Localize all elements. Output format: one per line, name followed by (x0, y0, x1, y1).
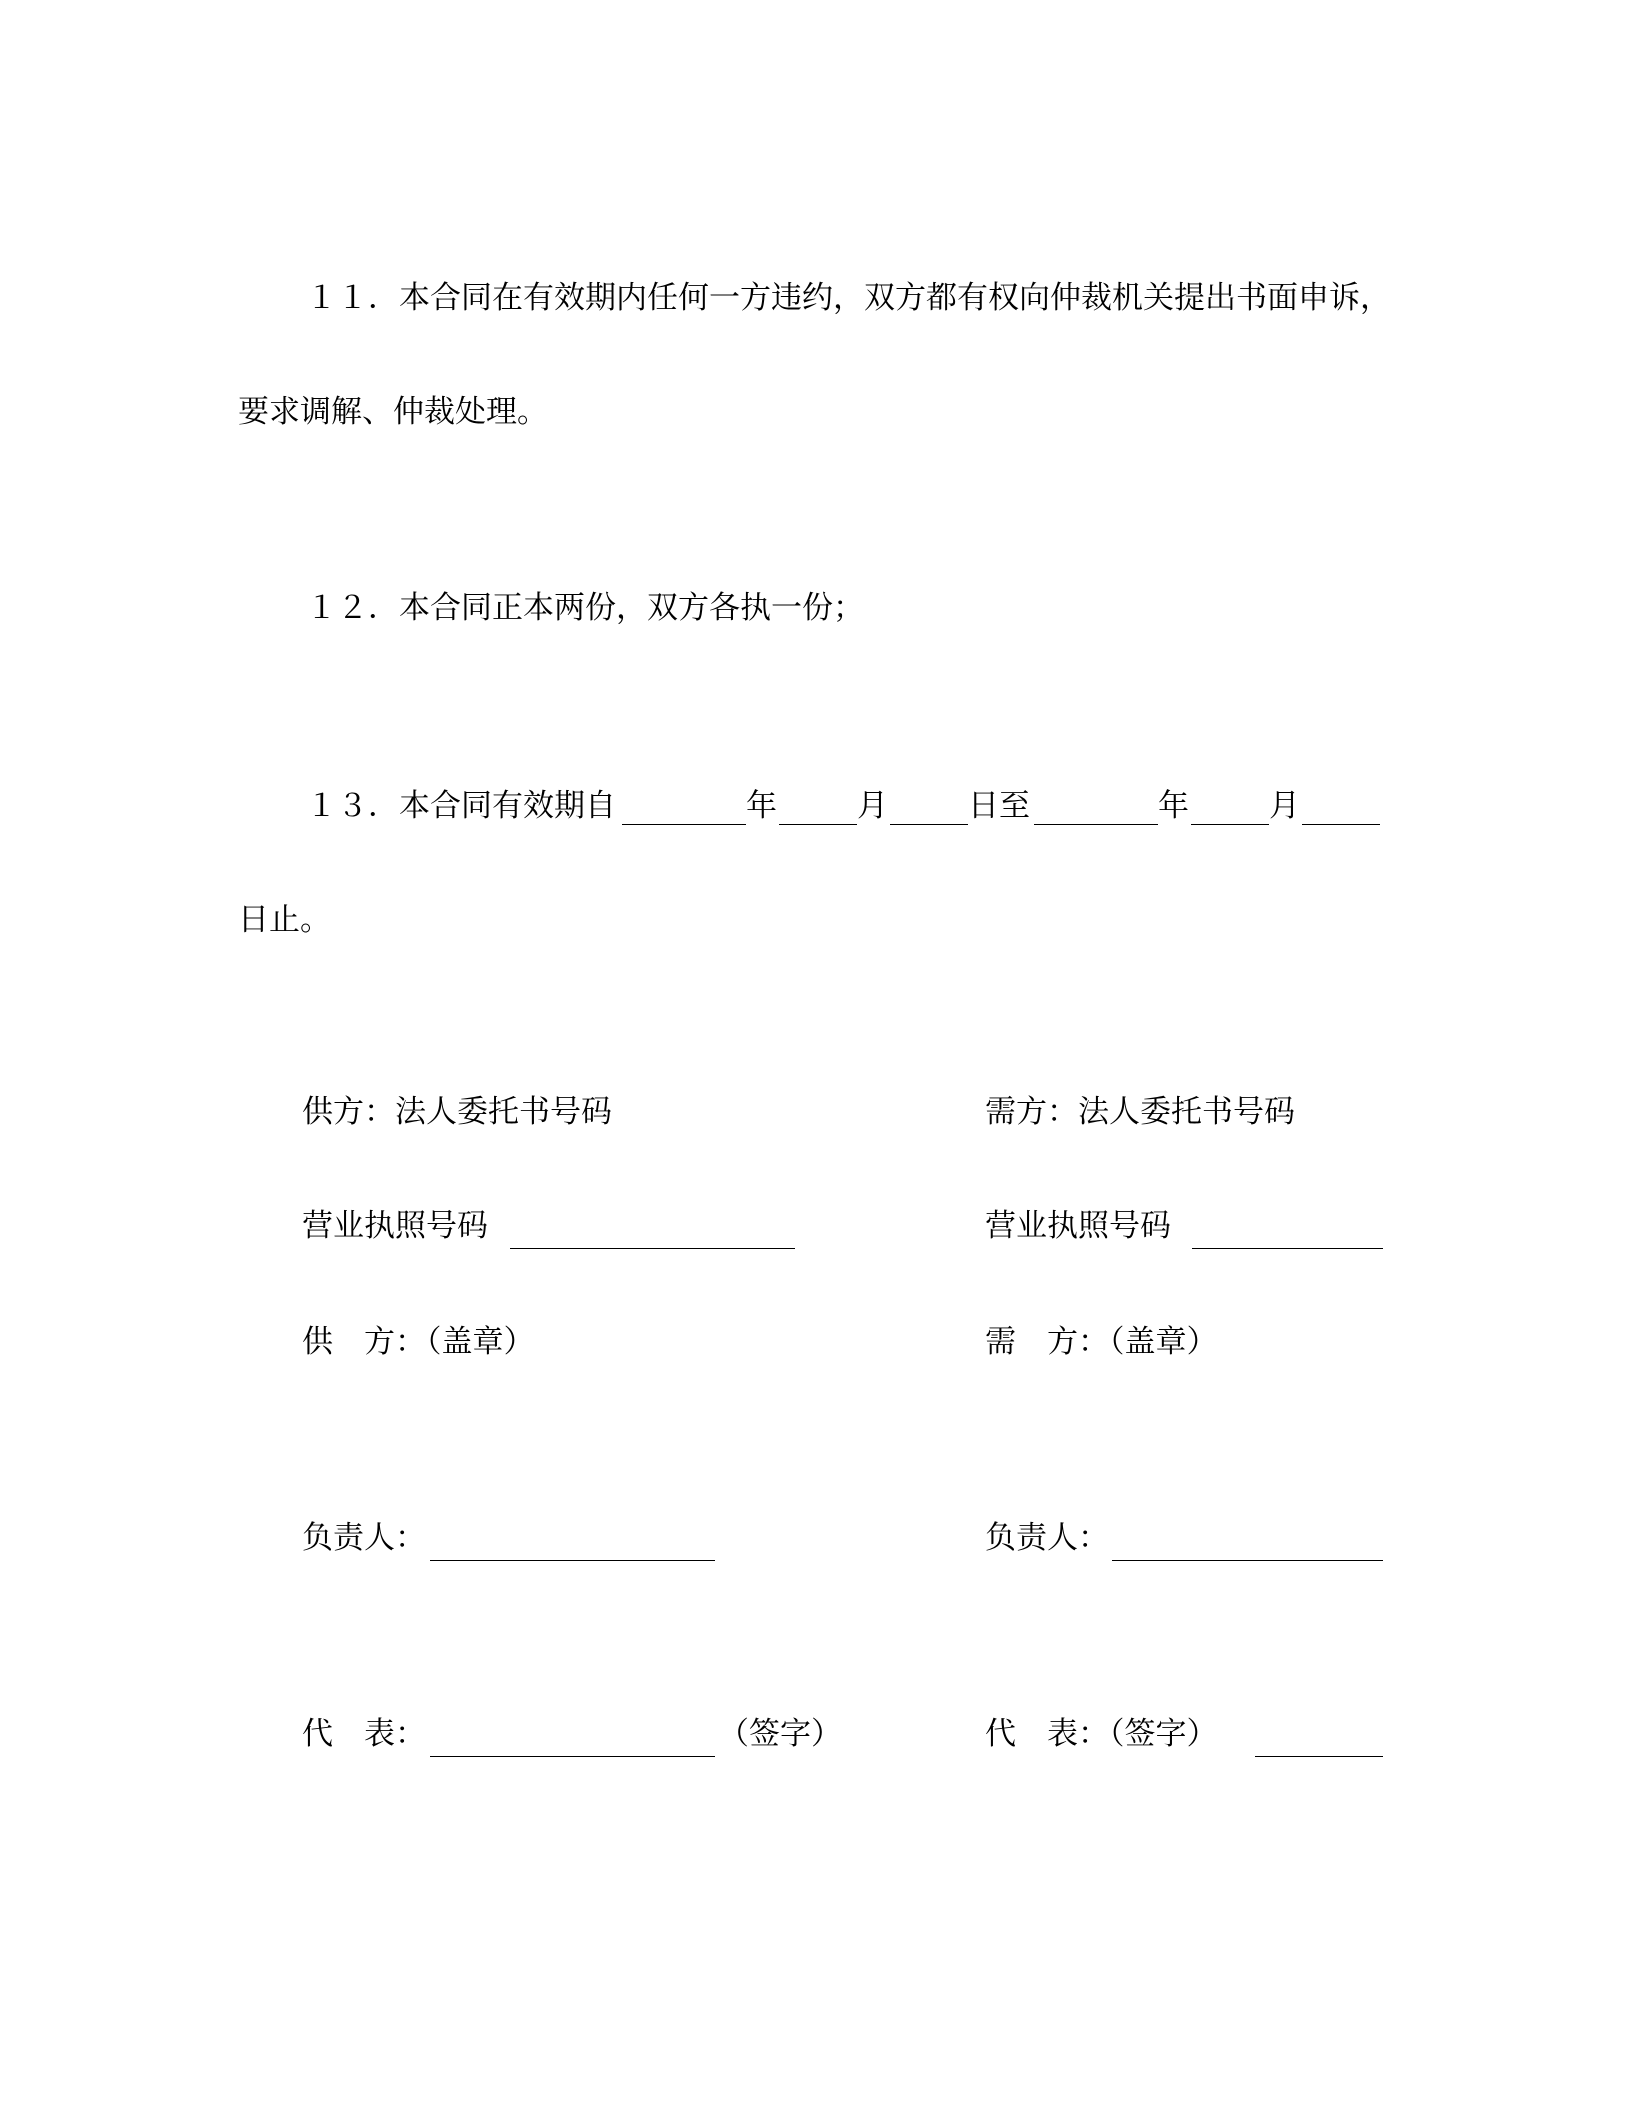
buyer-seal-label: 需 方：（盖章） (985, 1324, 1218, 1360)
supplier-license-label: 营业执照号码 (302, 1208, 488, 1244)
start-year-blank[interactable] (622, 824, 746, 825)
buyer-principal-label: 负责人： (985, 1520, 1109, 1556)
supplier-principal-label: 负责人： (302, 1520, 426, 1556)
clause-11-line-1: １１．本合同在有效期内任何一方违约，双方都有权向仲裁机关提出书面申诉， (306, 280, 1391, 316)
month-label: 月 (857, 788, 888, 824)
supplier-seal-label: 供 方：（盖章） (302, 1324, 535, 1360)
buyer-rep-blank[interactable] (1255, 1756, 1383, 1757)
clause-13-end: 日止。 (238, 902, 331, 938)
end-month-blank[interactable] (1191, 824, 1269, 825)
year-label-2: 年 (1158, 788, 1189, 824)
buyer-license-blank[interactable] (1192, 1248, 1383, 1249)
buyer-rep-label: 代 表：（签字） (985, 1716, 1218, 1752)
clause-12: １２．本合同正本两份，双方各执一份； (306, 590, 864, 626)
end-year-blank[interactable] (1034, 824, 1158, 825)
supplier-title: 供方：法人委托书号码 (302, 1094, 612, 1130)
buyer-title: 需方：法人委托书号码 (985, 1094, 1295, 1130)
buyer-license-label: 营业执照号码 (985, 1208, 1171, 1244)
month-label-2: 月 (1269, 788, 1300, 824)
start-day-blank[interactable] (890, 824, 968, 825)
supplier-rep-blank[interactable] (430, 1756, 715, 1757)
supplier-sign-label: （签字） (718, 1716, 842, 1752)
year-label: 年 (746, 788, 777, 824)
day-to-label: 日至 (968, 788, 1030, 824)
supplier-principal-blank[interactable] (430, 1560, 715, 1561)
clause-11-line-2: 要求调解、仲裁处理。 (238, 394, 548, 430)
start-month-blank[interactable] (779, 824, 857, 825)
buyer-principal-blank[interactable] (1112, 1560, 1383, 1561)
clause-13-prefix: １３．本合同有效期自 (306, 788, 616, 824)
supplier-license-blank[interactable] (510, 1248, 795, 1249)
supplier-rep-label: 代 表： (302, 1716, 426, 1752)
end-day-blank[interactable] (1302, 824, 1380, 825)
